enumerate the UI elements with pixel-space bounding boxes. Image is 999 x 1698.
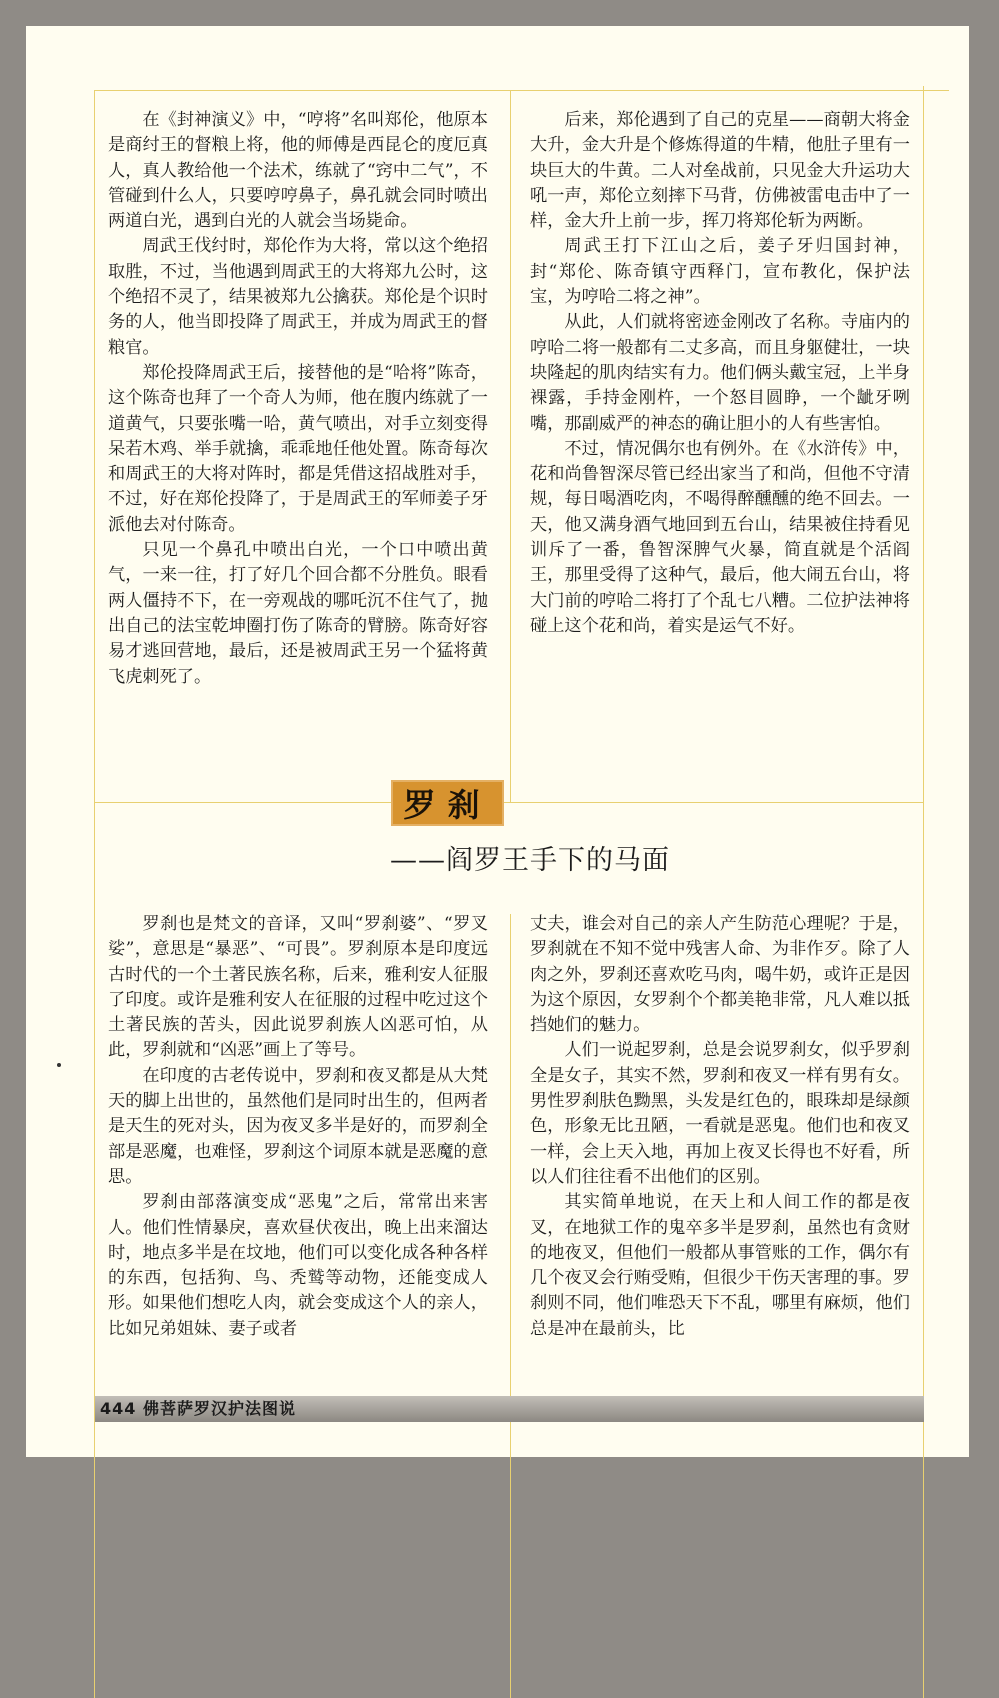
frame-section-line [94, 802, 424, 803]
paragraph: 在印度的古老传说中，罗刹和夜叉都是从大梵天的脚上出世的，虽然他们是同时出生的，但两者是天生的死对头，因为夜叉多半是好的，而罗刹全部是恶魔，也难怪，罗刹这个词原本就是恶魔的意思。 [108, 1065, 488, 1187]
paragraph: 罗刹由部落演变成“恶鬼”之后，常常出来害人。他们性情暴戾，喜欢昼伏夜出，晚上出来溜达时，地点多半是在坟地，他们可以变化成各种各样的东西，包括狗、鸟、秃鹫等动物，还能变成人形。如果他们想吃人肉，就会变成这个人的亲人，比如兄弟姐妹、妻子或者 [108, 1192, 488, 1339]
paragraph: 郑伦投降周武王后，接替他的是“哈将”陈奇，这个陈奇也拜了一个奇人为师，他在腹内练就了一道黄气，只要张嘴一哈，黄气喷出，对手立刻变得呆若木鸡、举手就擒，乖乖地任他处置。陈奇每次和周武王的大将对阵时，都是凭借这招战胜对手，不过，好在郑伦投降了，于是周武王的军师姜子牙派他去对付陈奇。 [108, 362, 488, 535]
section-subtitle: ——阎罗王手下的马面 [390, 845, 670, 876]
section-title: 罗刹 [403, 786, 492, 824]
paragraph: 其实简单地说，在天上和人间工作的都是夜叉，在地狱工作的鬼卒多半是罗刹，虽然也有贪财的地夜叉，但他们一般都从事管账的工作，偶尔有几个夜叉会行贿受贿，但很少干伤天害理的事。罗刹则不同，他们唯恐天下不乱，哪里有麻烦，他们总是冲在最前头，比 [530, 1192, 910, 1339]
upper-left-column [108, 108, 488, 690]
frame-left-line [94, 90, 95, 802]
frame-section-line-right [504, 802, 924, 803]
frame-mid-line [510, 90, 511, 802]
frame-right-line [923, 86, 924, 1698]
paragraph: 从此，人们就将密迹金刚改了名称。寺庙内的哼哈二将一般都有二丈多高，而且身躯健壮，一块块隆起的肌肉结实有力。他们俩头戴宝冠，上半身裸露，手持金刚杵，一个怒目圆睁，一个龇牙咧嘴，那副威严的神态的确让胆小的人有些害怕。 [530, 312, 910, 434]
paragraph: 罗刹也是梵文的音译，又叫“罗刹婆”、“罗叉娑”，意思是“暴恶”、“可畏”。罗刹原本是印度远古时代的一个土著民族名称，后来，雅利安人征服了印度。或许是雅利安人在征服的过程中吃过这个土著民族的苦头，因此说罗刹族人凶恶可怕，从此，罗刹就和“凶恶”画上了等号。 [108, 914, 488, 1061]
frame-left-line-lower [94, 802, 95, 1698]
paragraph: 在《封神演义》中，“哼将”名叫郑伦，他原本是商纣王的督粮上将，他的师傅是西昆仑的度厄真人，真人教给他一个法术，练就了“窍中二气”，不管碰到什么人，只要哼哼鼻子，鼻孔就会同时喷出两道白光，遇到白光的人就会当场毙命。 [108, 110, 488, 232]
paragraph-continuation: 丈夫，谁会对自己的亲人产生防范心理呢？于是，罗刹就在不知不觉中残害人命、为非作歹。除了人肉之外，罗刹还喜欢吃马肉，喝牛奶，或许正是因为这个原因，女罗刹个个都美艳非常，凡人难以抵挡她们的魅力。 [530, 914, 910, 1036]
paragraph: 人们一说起罗刹，总是会说罗刹女，似乎罗刹全是女子，其实不然，罗刹和夜叉一样有男有女。男性罗刹肤色黝黑，头发是红色的，眼珠却是绿颜色，形象无比丑陋，一看就是恶鬼。他们也和夜叉一样，会上天入地，再加上夜叉长得也不好看，所以人们往往看不出他们的区别。 [530, 1040, 910, 1187]
lower-right-column [530, 912, 910, 1342]
stray-dot [57, 1063, 61, 1067]
section-title-box [391, 780, 504, 826]
paragraph: 后来，郑伦遇到了自己的克星——商朝大将金大升，金大升是个修炼得道的牛精，他肚子里有一块巨大的牛黄。二人对垒战前，只见金大升运功大吼一声，郑伦立刻摔下马背，仿佛被雷电击中了一样，金大升上前一步，挥刀将郑伦斩为两断。 [530, 110, 910, 232]
upper-right-column [530, 108, 910, 639]
lower-left-column [108, 912, 488, 1342]
paragraph: 不过，情况偶尔也有例外。在《水浒传》中，花和尚鲁智深尽管已经出家当了和尚，但他不守清规，每日喝酒吃肉，不喝得醉醺醺的绝不回去。一天，他又满身酒气地回到五台山，结果被住持看见训斥了一番，鲁智深脾气火暴，简直就是个活阎王，那里受得了这种气，最后，他大闹五台山，将大门前的哼哈二将打了个乱七八糟。二位护法神将碰上这个花和尚，着实是运气不好。 [530, 438, 910, 636]
frame-top-line [94, 90, 949, 91]
paragraph: 周武王伐纣时，郑伦作为大将，常以这个绝招取胜，不过，当他遇到周武王的大将郑九公时，这个绝招不灵了，结果被郑九公擒获。郑伦是个识时务的人，他当即投降了周武王，并成为周武王的督粮官。 [108, 236, 488, 358]
paragraph: 只见一个鼻孔中喷出白光，一个口中喷出黄气，一来一往，打了好几个回合都不分胜负。眼看两人僵持不下，在一旁观战的哪吒沉不住气了，抛出自己的法宝乾坤圈打伤了陈奇的臂膀。陈奇好容易才逃回营地，最后，还是被周武王另一个猛将黄飞虎刺死了。 [108, 540, 488, 687]
frame-mid-line-lower [510, 914, 511, 1698]
page-footer-label: 444 佛菩萨罗汉护法图说 [100, 1399, 296, 1418]
paragraph: 周武王打下江山之后，姜子牙归国封神，封“郑伦、陈奇镇守西释门，宣布教化，保护法宝，为哼哈二将之神”。 [530, 236, 910, 308]
